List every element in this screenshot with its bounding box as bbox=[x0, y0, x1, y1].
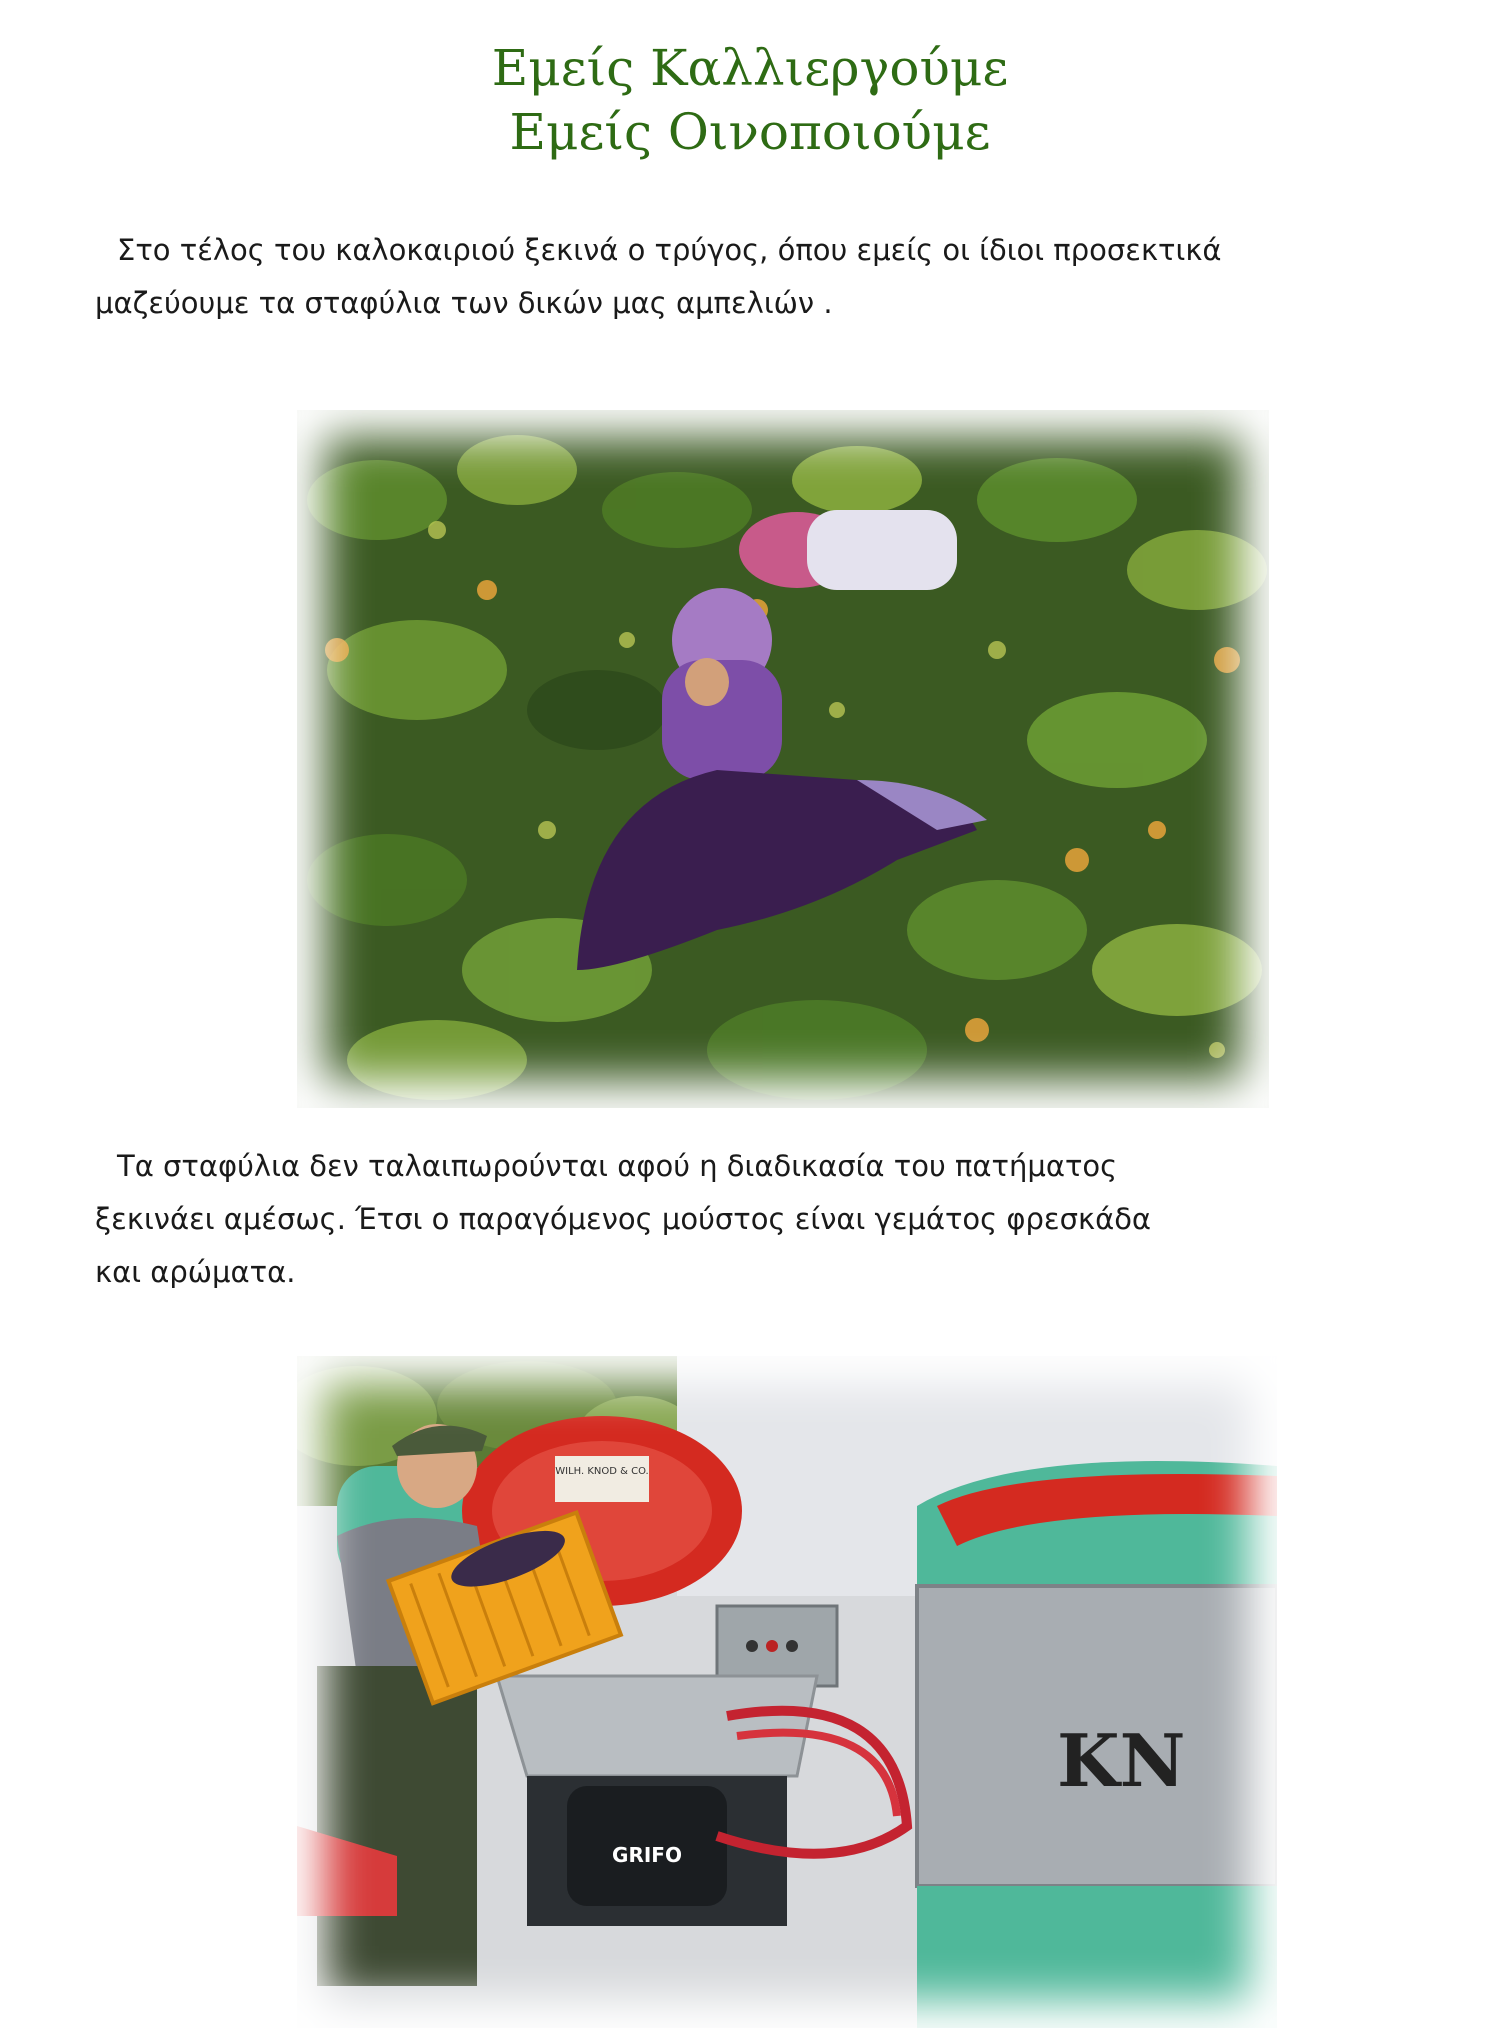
grape-press-image bbox=[297, 1356, 1277, 2028]
pressing-paragraph-line-2: ξεκινάει αμέσως. Έτσι ο παραγόμενος μούστος είναι γεμάτος φρεσκάδα bbox=[95, 1202, 1152, 1236]
pressing-paragraph bbox=[95, 1140, 1295, 1299]
harvest-paragraph bbox=[95, 224, 1395, 330]
vineyard-harvest-photo bbox=[297, 410, 1269, 1108]
harvest-paragraph-line-2: μαζεύουμε τα σταφύλια των δικών μας αμπελιών . bbox=[95, 286, 833, 320]
vineyard-harvest-image bbox=[297, 410, 1269, 1108]
machine-side-lettering: KN bbox=[1057, 1718, 1186, 1803]
press-brand-plate: WILH. KNOD & CO. bbox=[555, 1466, 649, 1477]
title-line-cultivate: Εμείς Καλλιεργούμε bbox=[491, 39, 1009, 97]
page-title bbox=[0, 36, 1500, 164]
grifo-logo: GRIFO bbox=[612, 1843, 682, 1867]
title-line-vinify: Εμείς Οινοποιούμε bbox=[509, 103, 991, 161]
pressing-paragraph-line-1: Τα σταφύλια δεν ταλαιπωρούνται αφού η διαδικασία του πατήματος bbox=[117, 1149, 1118, 1183]
grape-press-photo bbox=[297, 1356, 1277, 2028]
pressing-paragraph-line-3: και αρώματα. bbox=[95, 1255, 296, 1289]
harvest-paragraph-line-1: Στο τέλος του καλοκαιριού ξεκινά ο τρύγος, όπου εμείς οι ίδιοι προσεκτικά bbox=[117, 233, 1222, 267]
